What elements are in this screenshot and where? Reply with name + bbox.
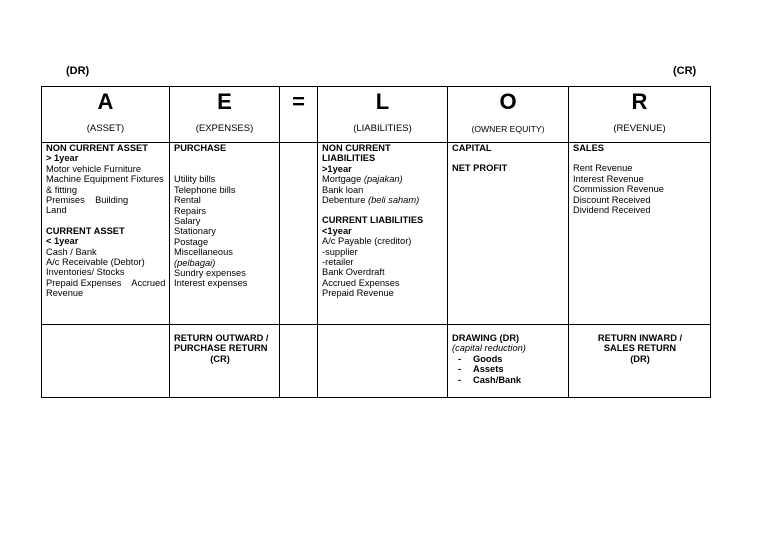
expenses-cell: PURCHASE Utility bills Telephone bills Rental Repairs Salary Stationary Postage Miscellaneous (pelbagai) Sundry expenses Interest expenses	[170, 143, 280, 325]
debit-label: (DR)	[66, 65, 90, 77]
sales-title: SALES	[573, 143, 604, 153]
drawing-item: - Goods	[458, 353, 503, 364]
non-current-liabilities-title: NON CURRENT	[322, 143, 391, 153]
header-owner-equity: O (OWNER EQUITY)	[448, 87, 569, 143]
accounting-equation-table	[41, 86, 711, 398]
liabilities-cell: NON CURRENT LIABILITIES >1year Mortgage (pajakan) Bank loan Debenture (beli saham) CURRENT LIABILITIES <1year A/c Payable (creditor) -supplier -retailer Bank Overdraft Accrued Expenses Prepaid Revenue	[318, 143, 448, 325]
main-row	[42, 143, 711, 325]
drawing-item: - Assets	[458, 364, 504, 375]
equals-bottom-cell	[280, 325, 318, 398]
asset-cell: NON CURRENT ASSET > 1year Motor vehicle Furniture Machine Equipment Fixtures & fitting Premises Building Land CURRENT ASSET < 1year Cash / Bank A/c Receivable (Debtor) Inventories/ Stocks Prepaid Expenses Accrued Revenue	[42, 143, 170, 325]
drawing-item: - Cash/Bank	[458, 374, 522, 385]
capital-title: CAPITAL	[452, 143, 492, 153]
header-equals: =	[280, 87, 318, 143]
header-expenses: E (EXPENSES)	[170, 87, 280, 143]
equals-cell	[280, 143, 318, 325]
drawing-cell: DRAWING (DR) (capital reduction) - Goods - Assets - Cash/Bank	[448, 325, 569, 398]
liabilities-bottom-cell	[318, 325, 448, 398]
asset-bottom-cell	[42, 325, 170, 398]
net-profit-title: NET PROFIT	[452, 163, 508, 174]
revenue-cell: SALES Rent Revenue Interest Revenue Commission Revenue Discount Received Dividend Received	[569, 143, 711, 325]
current-liabilities-title: CURRENT LIABILITIES	[322, 215, 424, 226]
current-asset-title: CURRENT ASSET	[46, 225, 125, 236]
credit-label: (CR)	[673, 65, 697, 77]
return-outward-cell: RETURN OUTWARD / PURCHASE RETURN (CR)	[170, 325, 280, 398]
bottom-row	[42, 325, 711, 398]
equity-cell	[448, 143, 569, 325]
header-liabilities: L (LIABILITIES)	[318, 87, 448, 143]
non-current-asset-title: NON CURRENT ASSET	[46, 143, 148, 153]
header-row	[42, 87, 711, 143]
purchase-title: PURCHASE	[174, 143, 227, 153]
return-inward-cell: RETURN INWARD / SALES RETURN (DR)	[569, 325, 711, 398]
drawing-title: DRAWING (DR)	[452, 333, 520, 343]
header-asset: A (ASSET)	[42, 87, 170, 143]
header-revenue: R (REVENUE)	[569, 87, 711, 143]
